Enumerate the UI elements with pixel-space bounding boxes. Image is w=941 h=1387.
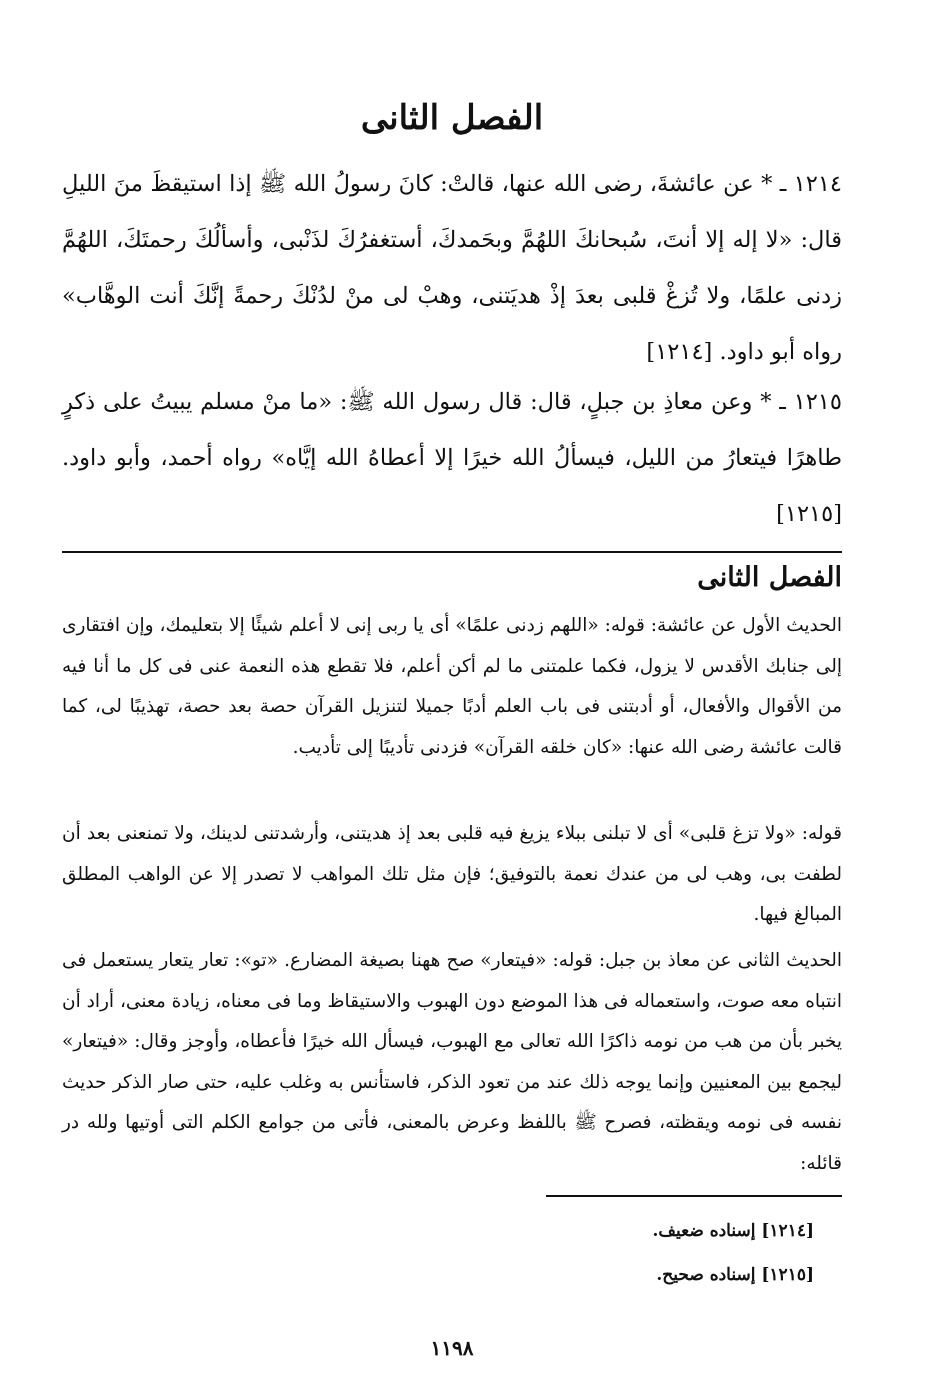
hadith-1214: [62, 156, 842, 380]
commentary-paragraph: الحديث الأول عن عائشة: قوله: «اللهم زدنى علمًا» أى يا ربى إنى لا أعلم شيئًا إلا بتعليمك، وإن افتقارى إلى جنابك الأقدس لا يزول، فكما علمتنى ما لم أكن أعلم، فلا تقطع هذه النعمة عنى فى كل ما أنا فيه من الأقوال والأفعال، أو أدبتنى فى باب العلم أدبًا جميلا لتنزيل القرآن حصة بعد حصة، تهذيبًا لى، كما قالت عائشة رضى الله عنها: «كان خلقه القرآن» فزدنى تأديبًا إلى تأديب.: [62, 615, 842, 758]
book-page: [62, 0, 842, 1387]
hadith-number: ١٢١٤ ـ *: [761, 171, 843, 197]
chapter-title: الفصل الثانى: [360, 98, 544, 138]
section-divider: [62, 551, 842, 553]
footnote: [١٢١٤] إسناده ضعيف.: [652, 1221, 814, 1241]
commentary-paragraph: قوله: «ولا تزغ قلبى» أى لا تبلنى ببلاء يزيغ فيه قلبى بعد إذ هديتنى، وأرشدتنى لدينك، ولا تمنعنى بعد أن لطفت بى، وهب لى من عندك نعمة بالتوفيق؛ فإن مثل تلك المواهب لا تصدر إلا عن الواهب المطلق المبالغ فيها.: [62, 823, 842, 926]
commentary-title: الفصل الثانى: [697, 562, 842, 593]
hadith-text: عن عائشةَ، رضى الله عنها، قالتْ: كانَ رسولُ الله ﷺ إذا استيقظَ منَ الليلِ قال: «لا إله إلا أنتَ، سُبحانكَ اللهُمَّ وبحَمدكَ، أستغفرُكَ لذَنْبى، وأسألُكَ رحمتَكَ، اللهُمَّ زدنى علمًا، ولا تُزغْ قلبى بعدَ إذْ هديَتنى، وهبْ لى منْ لدُنْكَ رحمةً إنَّكَ أنت الوهَّاب» رواه أبو داود. [١٢١٤]: [62, 171, 842, 365]
hadith-text: وعن معاذِ بن جبلٍ، قال: قال رسول الله ﷺ: «ما منْ مسلم يبيتُ على ذكرٍ طاهرًا فيتعارُ من الليل، فيسألُ الله خيرًا إلا أعطاهُ الله إيَّاه» رواه أحمد، وأبو داود. [١٢١٥]: [62, 389, 842, 527]
footnote-divider: [546, 1195, 842, 1197]
hadith-1215: [62, 374, 842, 542]
commentary-paragraph: الحديث الثانى عن معاذ بن جبل: قوله: «فيتعار» صح ههنا بصيغة المضارع. «تو»: تعار يتعار يستعمل فى انتباه معه صوت، واستعماله فى هذا الموضع دون الهبوب والاستيقاظ وما فى معناه، زيادة معنى، أراد أن يخبر بأن من هب من نومه ذاكرًا الله تعالى مع الهبوب، فيسأل الله خيرًا فأعطاه، وأوجز وقال: «فيتعار» ليجمع بين المعنيين وإنما يوجه ذلك عند من تعود الذكر، فاستأنس به وغلب عليه، حتى صار الذكر حديث نفسه فى نومه ويقظته، فصرح ﷺ باللفظ وعرض بالمعنى، فأتى من جوامع الكلم التى أوتيها ولله در قائله:: [62, 950, 842, 1174]
page-number: ١١٩٨: [430, 1336, 474, 1360]
hadith-number: ١٢١٥ ـ *: [760, 389, 842, 415]
footnote: [١٢١٥] إسناده صحيح.: [656, 1265, 814, 1285]
